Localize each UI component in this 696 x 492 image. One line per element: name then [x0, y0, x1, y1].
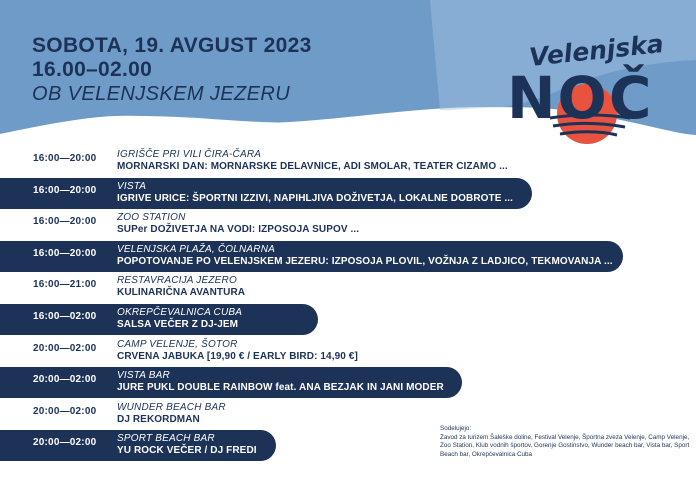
schedule-row [0, 209, 696, 241]
schedule-event: MORNARSKI DAN: MORNARSKE DELAVNICE, ADI SMOLAR, TEATER CIZAMO ... [117, 161, 508, 172]
schedule-row [0, 272, 696, 304]
schedule-row [0, 241, 696, 273]
schedule-venue: CAMP VELENJE, ŠOTOR [117, 338, 238, 350]
schedule-time: 16:00—02:00 [33, 310, 97, 322]
sponsors-heading: Sodelujejo: [440, 425, 472, 432]
sponsors-text: Zavod za turizem Šaleške doline, Festival Velenje, Športna zveza Velenje, Camp Velenje, Zoo Station, Klub vodnih športov, Gorenje Gostinstvo, Wunder beach bar, Vista bar, Sport Beach bar, Okrepčevalnica Cuba [440, 433, 690, 458]
schedule-venue: VISTA [117, 180, 147, 192]
schedule-event: DJ REKORDMAN [117, 413, 200, 425]
schedule-time: 20:00—02:00 [33, 374, 97, 386]
schedule-event: YU ROCK VEČER / DJ FREDI [117, 445, 257, 457]
schedule-row [0, 336, 696, 368]
schedule-event: CRVENA JABUKA [19,90 € / EARLY BIRD: 14,90 €] [117, 350, 358, 362]
event-header [32, 34, 312, 106]
schedule-venue: IGRIŠČE PRI VILI ČIRA-ČARA [117, 149, 262, 160]
schedule-time: 16:00—20:00 [33, 216, 97, 228]
schedule-event: IGRIVE URICE: ŠPORTNI IZZIVI, NAPIHLJIVA DOŽIVETJA, LOKALNE DOBROTE ... [117, 192, 514, 204]
event-hours: 16.00–02.00 [32, 58, 153, 81]
schedule-time: 20:00—02:00 [33, 437, 97, 449]
schedule-time: 16:00—20:00 [33, 247, 97, 259]
schedule-row [0, 304, 696, 336]
schedule-venue: WUNDER BEACH BAR [117, 401, 226, 413]
velenjska-noc-logo [505, 30, 675, 150]
event-location: OB VELENJSKEM JEZERU [32, 83, 291, 105]
schedule-venue: VELENJSKA PLAŽA, ČOLNARNA [117, 243, 276, 255]
schedule-time: 16:00—21:00 [33, 279, 97, 291]
schedule-venue: RESTAVRACIJA JEZERO [117, 275, 237, 287]
schedule-venue: OKREPČEVALNICA CUBA [117, 306, 243, 318]
schedule-time: 16:00—20:00 [33, 153, 97, 164]
schedule-time: 20:00—02:00 [33, 342, 97, 354]
logo-word-noc: NOČ [507, 64, 654, 132]
schedule-event: SALSA VEČER Z DJ-JEM [117, 318, 239, 330]
schedule-time: 16:00—20:00 [33, 184, 97, 196]
schedule-event: SUPer DOŽIVETJA NA VODI: IZPOSOJA SUPOV ... [117, 224, 360, 236]
schedule-row [0, 146, 696, 178]
schedule-row [0, 178, 696, 210]
schedule-venue: VISTA BAR [117, 370, 170, 382]
logo-word-velenjska: Velenjska [527, 29, 665, 72]
schedule-event: KULINARIČNA AVANTURA [117, 287, 246, 299]
schedule-venue: ZOO STATION [117, 212, 186, 224]
schedule-time: 20:00—02:00 [33, 405, 97, 417]
schedule-row [0, 367, 696, 399]
schedule-list [0, 146, 696, 462]
event-date: SOBOTA, 19. AVGUST 2023 [32, 34, 312, 57]
schedule-venue: SPORT BEACH BAR [117, 433, 215, 445]
schedule-event: JURE PUKL DOUBLE RAINBOW feat. ANA BEZJAK IN JANI MODER [117, 382, 444, 394]
schedule-event: POPOTOVANJE PO VELENJSKEM JEZERU: IZPOSOJA PLOVIL, VOŽNJA Z LADJICO, TEKMOVANJA ... [117, 255, 613, 267]
sponsors-block [440, 425, 690, 459]
